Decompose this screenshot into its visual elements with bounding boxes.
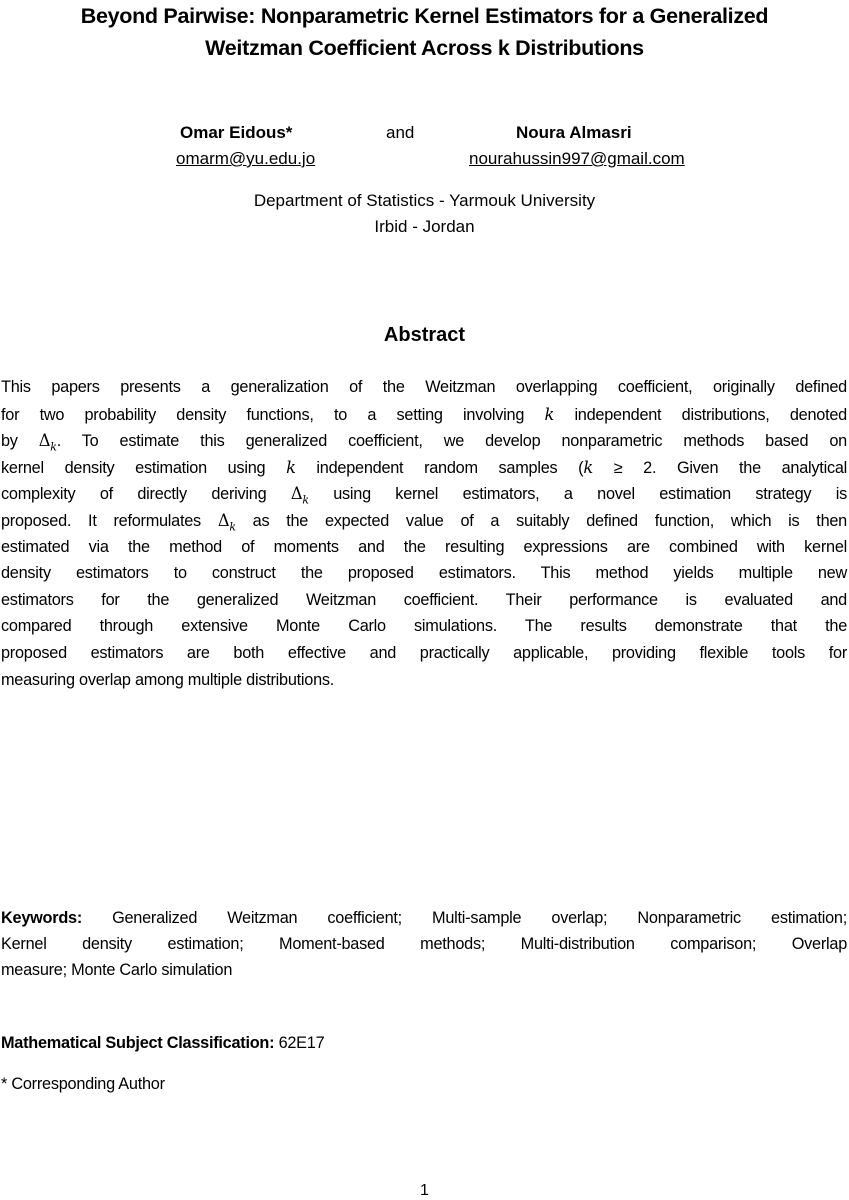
keywords-line: Kernel density estimation; Moment-based methods; Multi-distribution comparison; Overlap <box>1 935 847 953</box>
abstract-text: compared through extensive Monte Carlo simulations. The results demonstrate that the <box>1 617 847 636</box>
math-k: k <box>583 457 593 477</box>
math-k: k <box>286 457 296 477</box>
abstract-line <box>1 431 847 453</box>
author-name: Omar Eidous* <box>180 123 293 142</box>
abstract-line <box>1 671 847 690</box>
keywords-line <box>1 909 847 928</box>
abstract-text: as the expected value of a suitably defined function, which is then <box>235 512 847 530</box>
abstract-line <box>1 644 847 663</box>
author-name: Noura Almasri <box>516 123 632 142</box>
abstract-line <box>1 458 847 478</box>
title-line: Weitzman Coefficient Across k Distributions <box>205 36 644 60</box>
math-k: k <box>544 404 555 424</box>
abstract-line <box>1 617 847 636</box>
abstract-line <box>1 378 847 397</box>
abstract-text: proposed. It reformulates <box>1 512 218 530</box>
abstract-line <box>1 405 847 425</box>
abstract-text: estimated via the method of moments and the resulting expressions are combined with kernel <box>1 537 847 556</box>
title-line: Beyond Pairwise: Nonparametric Kernel Estimators for a Generalized <box>80 4 769 28</box>
abstract-text: by <box>1 432 39 451</box>
author-email[interactable]: omarm@yu.edu.jo <box>176 149 316 168</box>
abstract-line <box>1 511 847 533</box>
delta-symbol: Δ <box>217 511 230 530</box>
abstract-heading: Abstract <box>383 324 466 346</box>
keywords-line: measure; Monte Carlo simulation <box>1 961 233 979</box>
corresponding-author-note: * Corresponding Author <box>1 1075 165 1093</box>
abstract-text: estimators for the generalized Weitzman coefficient. Their performance is evaluated and <box>1 590 847 609</box>
keywords-text: Generalized Weitzman coefficient; Multi-sample overlap; Nonparametric estimation; <box>82 909 847 927</box>
subscript-k: k <box>50 440 57 454</box>
page-number: 1 <box>420 1182 429 1199</box>
abstract-text: This papers presents a generalization of the Weitzman overlapping coefficient, originally defined <box>1 378 847 396</box>
math-delta-k <box>217 511 236 534</box>
math-delta-k <box>38 431 57 454</box>
subscript-k: k <box>302 493 309 507</box>
msc-value: 62E17 <box>274 1034 325 1052</box>
abstract-text: proposed estimators are both effective and practically applicable, providing flexible tools for <box>1 644 847 662</box>
keywords-label: Keywords: <box>1 909 82 927</box>
msc-line <box>1 1034 847 1053</box>
delta-symbol: Δ <box>38 431 51 451</box>
subscript-k: k <box>229 520 236 534</box>
msc-label: Mathematical Subject Classification: <box>1 1034 275 1052</box>
abstract-text: ≥ 2. Given the analytical <box>592 458 848 477</box>
math-delta-k <box>290 484 309 507</box>
abstract-line <box>1 538 847 557</box>
abstract-text: density estimators to construct the proposed estimators. This method yields multiple new <box>1 564 847 583</box>
abstract-line <box>1 564 847 583</box>
abstract-line <box>1 591 847 610</box>
abstract-line <box>1 484 847 506</box>
affiliation: Department of Statistics - Yarmouk University <box>253 191 596 210</box>
affiliation-location: Irbid - Jordan <box>374 217 475 236</box>
abstract-text: . To estimate this generalized coefficient, we develop nonparametric methods based on <box>56 432 847 451</box>
paper-title <box>0 0 849 64</box>
author-and: and <box>386 123 415 142</box>
abstract-text: independent distributions, denoted <box>554 405 847 424</box>
abstract-text: kernel density estimation using <box>1 458 287 477</box>
abstract-text: complexity of directly deriving <box>1 485 291 504</box>
author-email[interactable]: nourahussin997@gmail.com <box>469 149 685 168</box>
delta-symbol: Δ <box>290 484 303 504</box>
abstract-text: measuring overlap among multiple distributions. <box>1 670 335 689</box>
abstract-text: for two probability density functions, to a setting involving <box>1 405 545 424</box>
abstract-text: using kernel estimators, a novel estimation strategy is <box>308 485 847 504</box>
abstract-text: independent random samples ( <box>295 458 584 477</box>
